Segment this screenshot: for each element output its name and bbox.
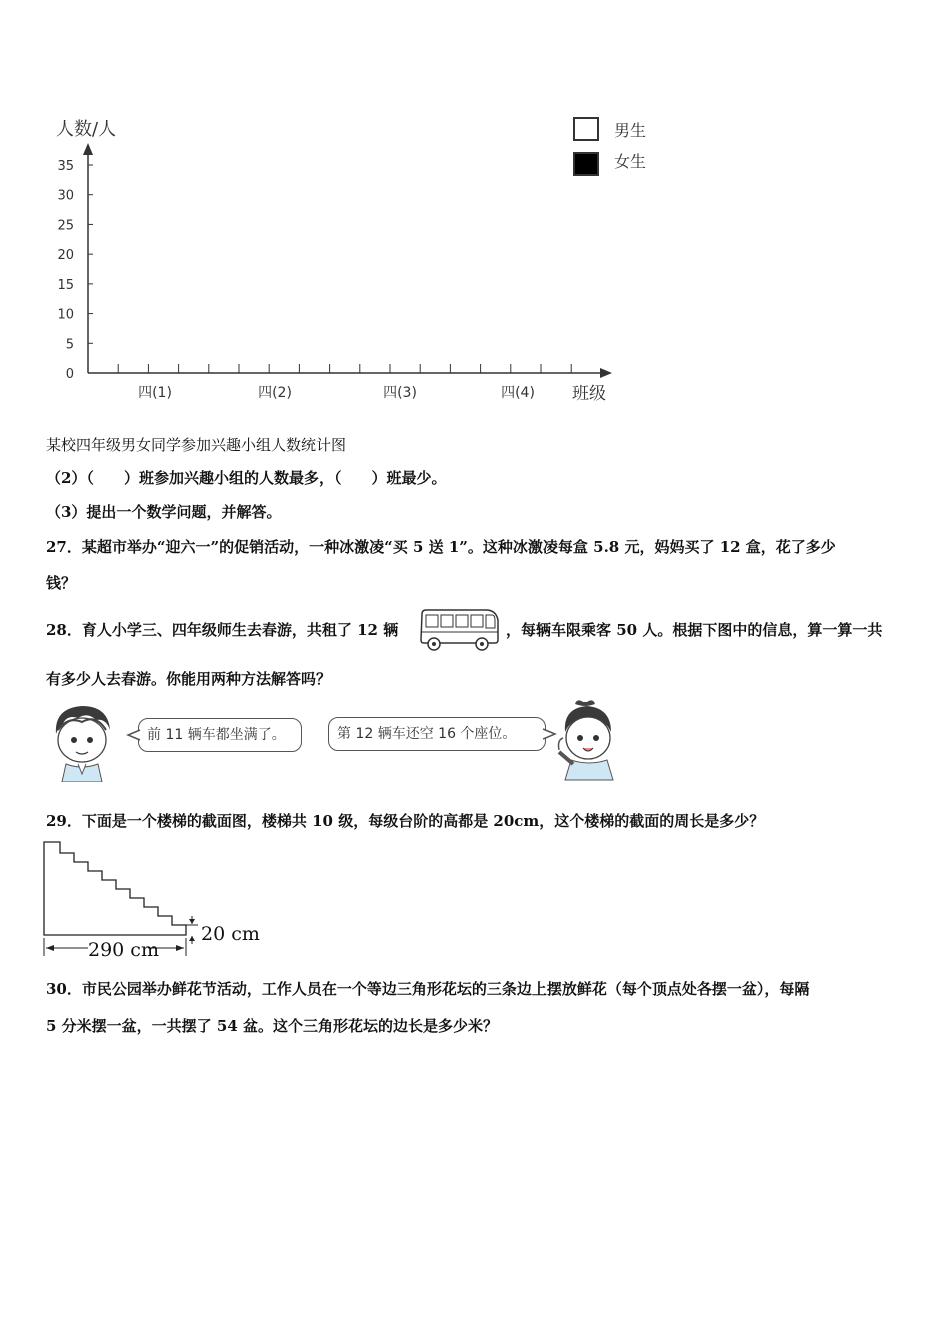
- question-30-line2: 5 分米摆一盆，一共摆了 54 盆。这个三角形花坛的边长是多少米？: [46, 1017, 498, 1035]
- x-axis-label: 班级: [572, 384, 606, 404]
- x-axis-arrow: [600, 368, 612, 378]
- x-ticks: [118, 364, 571, 373]
- y-tick-label: 0: [65, 367, 74, 382]
- boy-illustration: [48, 700, 120, 782]
- speech-bubble-left-tail: [126, 728, 142, 742]
- y-tick-label: 30: [57, 188, 74, 204]
- y-axis-label: 人数/人: [56, 119, 117, 140]
- x-category-label: 四(1): [138, 385, 172, 401]
- staircase-diagram: [36, 836, 266, 964]
- bus-icon: [416, 606, 500, 652]
- legend-swatch-girls: [573, 152, 599, 176]
- question-29: 29．下面是一个楼梯的截面图，楼梯共 10 级，每级台阶的高都是 20cm，这个楼梯的截面的周长是多少？: [46, 812, 765, 830]
- legend-label-girls: 女生: [614, 152, 647, 171]
- staircase-width-label: 290 cm: [88, 939, 159, 961]
- staircase-height-label: 20 cm: [201, 923, 260, 945]
- question-30-line1: 30．市民公园举办鲜花节活动，工作人员在一个等边三角形花坛的三条边上摆放鲜花（每个顶点处各摆一盆），每隔: [46, 980, 810, 998]
- question-27-line2: 钱？: [46, 574, 77, 592]
- y-tick-label: 15: [57, 277, 74, 293]
- legend-swatch-boys: [573, 117, 599, 141]
- speech-bubble-left: [138, 718, 302, 752]
- speech-bubble-right-text: 第 12 辆车还空 16 个座位。: [337, 726, 517, 742]
- chart-caption: 某校四年级男女同学参加兴趣小组人数统计图: [46, 436, 347, 454]
- x-category-label: 四(3): [383, 385, 417, 401]
- speech-bubble-right: [328, 717, 546, 751]
- question-26-3: （3）提出一个数学问题，并解答。: [46, 503, 282, 521]
- question-28-line2: 有多少人去春游。你能用两种方法解答吗？: [46, 670, 332, 688]
- speech-bubble-left-text: 前 11 辆车都坐满了。: [147, 727, 286, 743]
- y-tick-label: 20: [57, 248, 74, 264]
- legend-label-boys: 男生: [614, 121, 647, 140]
- question-26-2: （2）（ ）班参加兴趣小组的人数最多，（ ）班最少。: [46, 469, 447, 487]
- y-tick-label: 10: [57, 307, 74, 323]
- staircase-outline: [44, 842, 186, 935]
- question-28-line1a: 28．育人小学三、四年级师生去春游，共租了 12 辆: [46, 621, 399, 639]
- y-tick-label: 5: [65, 337, 74, 353]
- x-category-label: 四(4): [501, 385, 535, 401]
- question-27-line1: 27．某超市举办“迎六一”的促销活动，一种冰激凌“买 5 送 1”。这种冰激凌每盒 5.8 元，妈妈买了 12 盒，花了多少: [46, 538, 836, 556]
- question-28-line1b: ，每辆车限乘客 50 人。根据下图中的信息，算一算一共: [506, 621, 883, 639]
- girl-illustration: [555, 698, 623, 782]
- y-axis-arrow: [83, 143, 93, 155]
- x-category-label: 四(2): [258, 385, 292, 401]
- y-tick-label: 35: [57, 159, 74, 174]
- y-tick-label: 25: [57, 218, 74, 234]
- x-category-labels: [138, 385, 535, 401]
